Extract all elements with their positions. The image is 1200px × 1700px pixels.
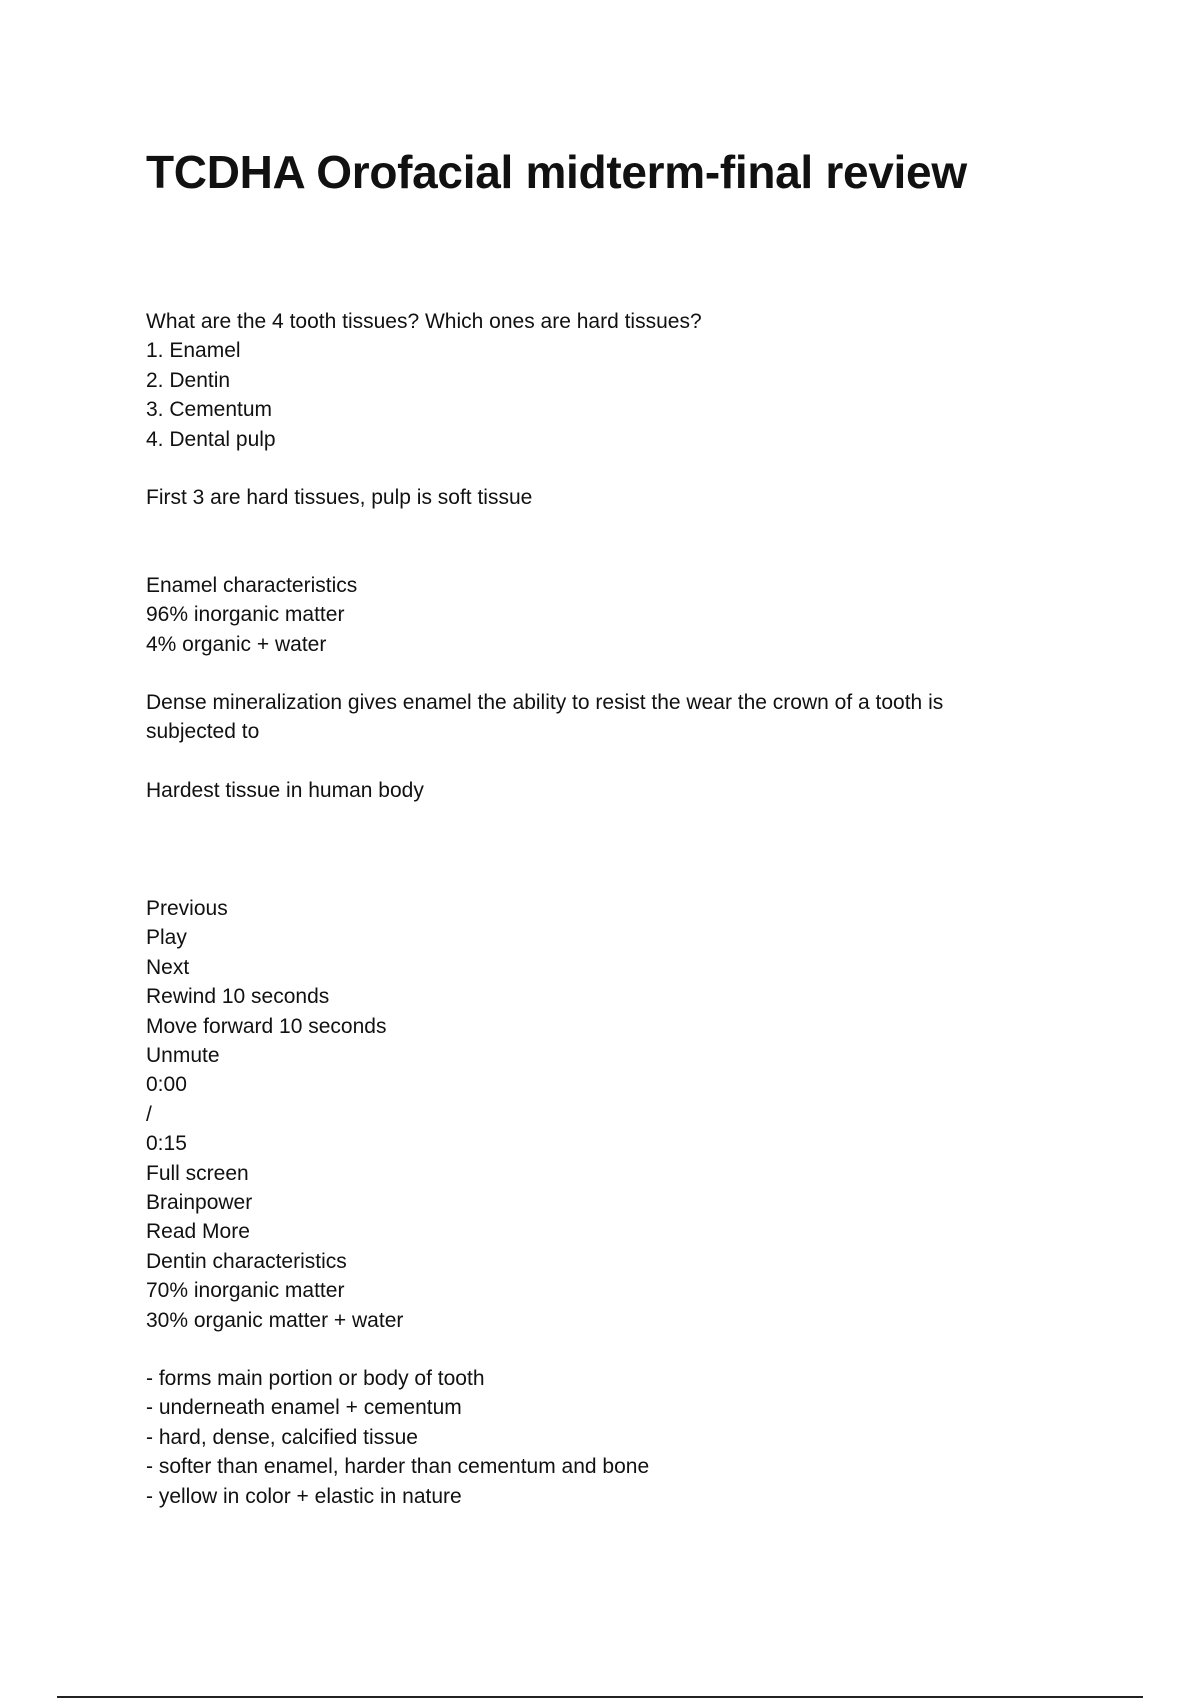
previous-button[interactable]: Previous	[146, 897, 228, 920]
rewind-button[interactable]: Rewind 10 seconds	[146, 985, 330, 1009]
page-divider	[57, 1696, 1143, 1698]
list-item: 3. Cementum	[146, 398, 273, 422]
tissues-answer: First 3 are hard tissues, pulp is soft tissue	[146, 486, 533, 509]
media-player-text	[146, 894, 1026, 1335]
duration: 0:15	[146, 1132, 187, 1156]
enamel-mineralization: Dense mineralization gives enamel the ability to resist the wear the crown of a tooth is subjected to	[146, 691, 944, 744]
tissues-section	[146, 307, 1026, 454]
dentin-inorganic: 70% inorganic matter	[146, 1279, 345, 1303]
enamel-heading: Enamel characteristics	[146, 574, 358, 597]
list-item: - yellow in color + elastic in nature	[146, 1484, 462, 1508]
enamel-mineralization-section	[146, 688, 1026, 747]
list-item: - forms main portion or body of tooth	[146, 1367, 485, 1390]
forward-button[interactable]: Move forward 10 seconds	[146, 1014, 387, 1038]
fullscreen-button[interactable]: Full screen	[146, 1161, 249, 1185]
tissues-answer-section	[146, 483, 1026, 512]
list-item: 2. Dentin	[146, 368, 231, 392]
brand-label: Brainpower	[146, 1191, 253, 1215]
list-item: - hard, dense, calcified tissue	[146, 1425, 418, 1449]
dentin-heading: Dentin characteristics	[146, 1249, 347, 1273]
enamel-hardest-section	[146, 776, 1026, 805]
tissues-question: What are the 4 tooth tissues? Which ones are hard tissues?	[146, 310, 702, 333]
list-item: 1. Enamel	[146, 339, 241, 363]
page-title: TCDHA Orofacial midterm-final review	[146, 146, 967, 198]
current-time: 0:00	[146, 1073, 187, 1097]
enamel-hardest: Hardest tissue in human body	[146, 779, 424, 802]
next-button[interactable]: Next	[146, 955, 190, 979]
list-item: 4. Dental pulp	[146, 427, 276, 451]
read-more-link[interactable]: Read More	[146, 1220, 250, 1244]
dentin-organic: 30% organic matter + water	[146, 1308, 404, 1332]
list-item: - underneath enamel + cementum	[146, 1396, 462, 1420]
enamel-organic: 4% organic + water	[146, 632, 327, 656]
unmute-button[interactable]: Unmute	[146, 1044, 220, 1068]
enamel-section	[146, 571, 1026, 659]
time-separator: /	[146, 1102, 152, 1126]
dentin-points	[146, 1364, 1026, 1511]
play-button[interactable]: Play	[146, 926, 187, 950]
enamel-inorganic: 96% inorganic matter	[146, 603, 345, 627]
list-item: - softer than enamel, harder than cementum and bone	[146, 1455, 650, 1479]
